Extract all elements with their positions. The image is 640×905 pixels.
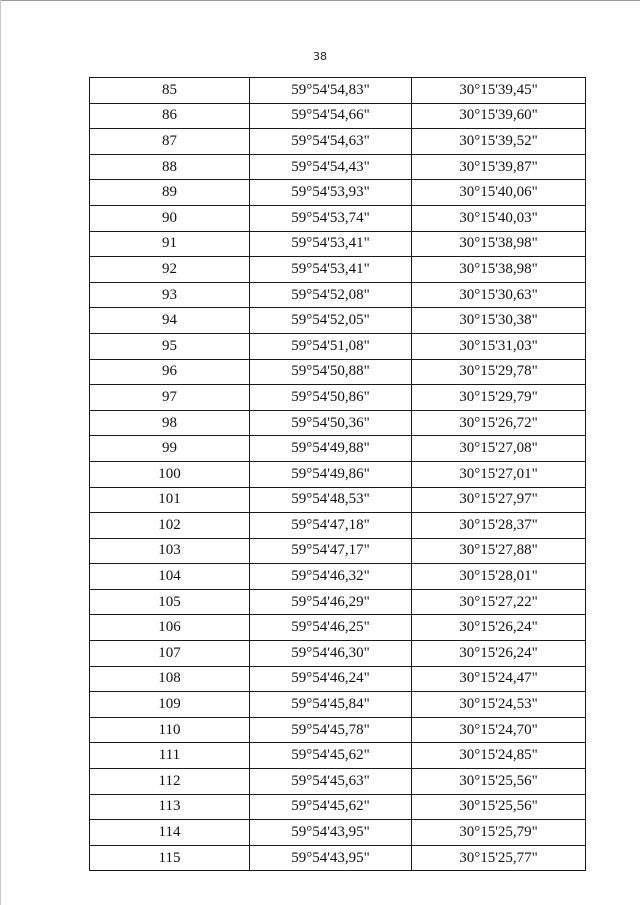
longitude-cell: 30°15'24,70" [412, 717, 586, 743]
table-row [90, 436, 586, 462]
point-number-cell: 97 [90, 385, 250, 411]
table-row [90, 794, 586, 820]
table-row [90, 385, 586, 411]
table-row [90, 845, 586, 871]
longitude-cell: 30°15'24,53" [412, 692, 586, 718]
latitude-cell: 59°54'50,86" [250, 385, 412, 411]
table-row [90, 641, 586, 667]
point-number-cell: 90 [90, 205, 250, 231]
table-row [90, 308, 586, 334]
table-row [90, 410, 586, 436]
table-row [90, 538, 586, 564]
longitude-cell: 30°15'40,03" [412, 205, 586, 231]
longitude-cell: 30°15'40,06" [412, 180, 586, 206]
scan-edge-left [0, 0, 1, 905]
point-number-cell: 111 [90, 743, 250, 769]
latitude-cell: 59°54'53,41" [250, 231, 412, 257]
longitude-cell: 30°15'28,37" [412, 513, 586, 539]
table-row [90, 769, 586, 795]
longitude-cell: 30°15'39,60" [412, 103, 586, 129]
table-row [90, 103, 586, 129]
longitude-cell: 30°15'38,98" [412, 257, 586, 283]
latitude-cell: 59°54'45,62" [250, 794, 412, 820]
latitude-cell: 59°54'53,93" [250, 180, 412, 206]
latitude-cell: 59°54'54,63" [250, 129, 412, 155]
latitude-cell: 59°54'46,24" [250, 666, 412, 692]
point-number-cell: 110 [90, 717, 250, 743]
latitude-cell: 59°54'46,29" [250, 589, 412, 615]
longitude-cell: 30°15'39,52" [412, 129, 586, 155]
table-row [90, 282, 586, 308]
table-row [90, 717, 586, 743]
longitude-cell: 30°15'25,77" [412, 845, 586, 871]
latitude-cell: 59°54'47,18" [250, 513, 412, 539]
point-number-cell: 107 [90, 641, 250, 667]
latitude-cell: 59°54'48,53" [250, 487, 412, 513]
coordinates-table-body [90, 78, 586, 871]
point-number-cell: 88 [90, 154, 250, 180]
longitude-cell: 30°15'26,72" [412, 410, 586, 436]
point-number-cell: 87 [90, 129, 250, 155]
table-row [90, 359, 586, 385]
latitude-cell: 59°54'46,25" [250, 615, 412, 641]
longitude-cell: 30°15'25,56" [412, 794, 586, 820]
point-number-cell: 94 [90, 308, 250, 334]
table-row [90, 257, 586, 283]
point-number-cell: 103 [90, 538, 250, 564]
latitude-cell: 59°54'45,78" [250, 717, 412, 743]
longitude-cell: 30°15'25,56" [412, 769, 586, 795]
table-row [90, 564, 586, 590]
table-row [90, 461, 586, 487]
point-number-cell: 108 [90, 666, 250, 692]
table-row [90, 615, 586, 641]
latitude-cell: 59°54'50,88" [250, 359, 412, 385]
latitude-cell: 59°54'49,88" [250, 436, 412, 462]
latitude-cell: 59°54'43,95" [250, 820, 412, 846]
latitude-cell: 59°54'54,66" [250, 103, 412, 129]
latitude-cell: 59°54'51,08" [250, 333, 412, 359]
point-number-cell: 99 [90, 436, 250, 462]
table-row [90, 820, 586, 846]
point-number-cell: 104 [90, 564, 250, 590]
table-row [90, 743, 586, 769]
longitude-cell: 30°15'28,01" [412, 564, 586, 590]
latitude-cell: 59°54'52,05" [250, 308, 412, 334]
table-row [90, 231, 586, 257]
table-row [90, 154, 586, 180]
latitude-cell: 59°54'53,74" [250, 205, 412, 231]
latitude-cell: 59°54'49,86" [250, 461, 412, 487]
point-number-cell: 100 [90, 461, 250, 487]
table-row [90, 205, 586, 231]
longitude-cell: 30°15'27,97" [412, 487, 586, 513]
point-number-cell: 98 [90, 410, 250, 436]
latitude-cell: 59°54'50,36" [250, 410, 412, 436]
point-number-cell: 112 [90, 769, 250, 795]
longitude-cell: 30°15'27,01" [412, 461, 586, 487]
point-number-cell: 95 [90, 333, 250, 359]
table-row [90, 513, 586, 539]
table-row [90, 129, 586, 155]
longitude-cell: 30°15'29,78" [412, 359, 586, 385]
point-number-cell: 91 [90, 231, 250, 257]
longitude-cell: 30°15'29,79" [412, 385, 586, 411]
longitude-cell: 30°15'31,03" [412, 333, 586, 359]
table-row [90, 487, 586, 513]
longitude-cell: 30°15'30,63" [412, 282, 586, 308]
point-number-cell: 113 [90, 794, 250, 820]
latitude-cell: 59°54'45,62" [250, 743, 412, 769]
point-number-cell: 92 [90, 257, 250, 283]
scan-edge-top [0, 0, 640, 1]
latitude-cell: 59°54'53,41" [250, 257, 412, 283]
longitude-cell: 30°15'30,38" [412, 308, 586, 334]
latitude-cell: 59°54'45,84" [250, 692, 412, 718]
longitude-cell: 30°15'25,79" [412, 820, 586, 846]
latitude-cell: 59°54'43,95" [250, 845, 412, 871]
page-number: 38 [313, 50, 327, 63]
table-row [90, 666, 586, 692]
latitude-cell: 59°54'46,32" [250, 564, 412, 590]
point-number-cell: 115 [90, 845, 250, 871]
point-number-cell: 109 [90, 692, 250, 718]
longitude-cell: 30°15'39,87" [412, 154, 586, 180]
longitude-cell: 30°15'27,88" [412, 538, 586, 564]
point-number-cell: 89 [90, 180, 250, 206]
point-number-cell: 93 [90, 282, 250, 308]
longitude-cell: 30°15'26,24" [412, 615, 586, 641]
point-number-cell: 86 [90, 103, 250, 129]
point-number-cell: 101 [90, 487, 250, 513]
longitude-cell: 30°15'27,22" [412, 589, 586, 615]
table-row [90, 333, 586, 359]
longitude-cell: 30°15'24,47" [412, 666, 586, 692]
latitude-cell: 59°54'54,83" [250, 78, 412, 104]
table-row [90, 78, 586, 104]
table-row [90, 180, 586, 206]
coordinates-table [89, 77, 586, 871]
table-row [90, 692, 586, 718]
point-number-cell: 114 [90, 820, 250, 846]
latitude-cell: 59°54'47,17" [250, 538, 412, 564]
point-number-cell: 105 [90, 589, 250, 615]
latitude-cell: 59°54'46,30" [250, 641, 412, 667]
longitude-cell: 30°15'38,98" [412, 231, 586, 257]
latitude-cell: 59°54'52,08" [250, 282, 412, 308]
latitude-cell: 59°54'45,63" [250, 769, 412, 795]
longitude-cell: 30°15'26,24" [412, 641, 586, 667]
point-number-cell: 96 [90, 359, 250, 385]
longitude-cell: 30°15'27,08" [412, 436, 586, 462]
latitude-cell: 59°54'54,43" [250, 154, 412, 180]
point-number-cell: 85 [90, 78, 250, 104]
point-number-cell: 102 [90, 513, 250, 539]
table-row [90, 589, 586, 615]
longitude-cell: 30°15'39,45" [412, 78, 586, 104]
point-number-cell: 106 [90, 615, 250, 641]
longitude-cell: 30°15'24,85" [412, 743, 586, 769]
